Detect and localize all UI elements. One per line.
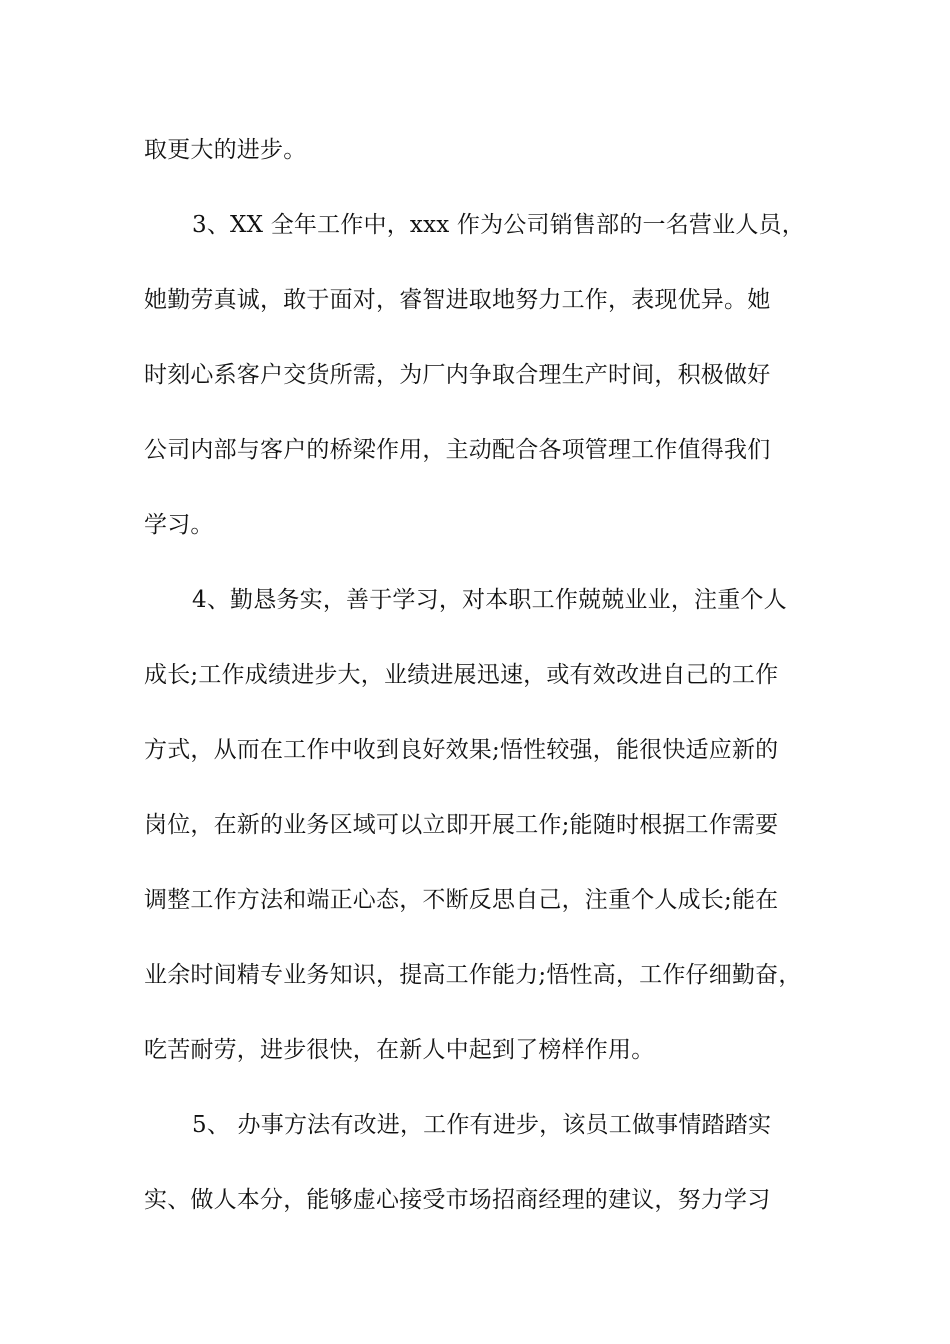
text-line: 公司内部与客户的桥梁作用，主动配合各项管理工作值得我们 — [144, 437, 771, 463]
text-line: 调整工作方法和端正心态，不断反思自己，注重个人成长;能在 — [144, 887, 779, 913]
text-line: 实、做人本分，能够虚心接受市场招商经理的建议，努力学习 — [144, 1187, 771, 1213]
text-line: 岗位，在新的业务区域可以立即开展工作;能随时根据工作需要 — [144, 812, 779, 838]
paragraph-4-start: 4、勤恳务实，善于学习，对本职工作兢兢业业，注重个人 — [192, 587, 787, 613]
text-line: 方式，从而在工作中收到良好效果;悟性较强，能很快适应新的 — [144, 737, 779, 763]
text-line: 她勤劳真诚，敢于面对，睿智进取地努力工作，表现优异。她 — [144, 287, 771, 313]
text-line: 吃苦耐劳，进步很快，在新人中起到了榜样作用。 — [144, 1037, 655, 1063]
text-line: 成长;工作成绩进步大，业绩进展迅速，或有效改进自己的工作 — [144, 662, 779, 688]
text-line: 取更大的进步。 — [144, 137, 307, 163]
text-line: 时刻心系客户交货所需，为厂内争取合理生产时间，积极做好 — [144, 362, 771, 388]
text-line: 业余时间精专业务知识，提高工作能力;悟性高，工作仔细勤奋， — [144, 962, 802, 988]
text-line: 学习。 — [144, 512, 214, 538]
paragraph-3-start: 3、XX 全年工作中，xxx 作为公司销售部的一名营业人员， — [192, 212, 805, 238]
paragraph-5-start: 5、 办事方法有改进，工作有进步，该员工做事情踏踏实 — [192, 1112, 772, 1138]
